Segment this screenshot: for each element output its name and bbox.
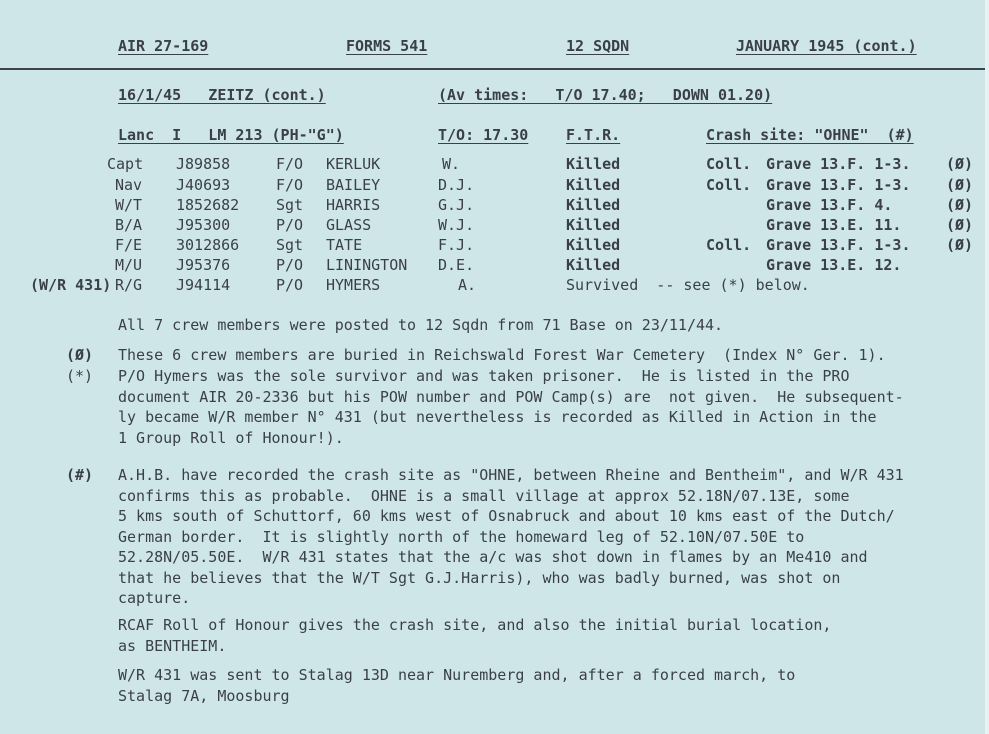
crew-initials: D.E. xyxy=(438,256,475,274)
crew-number: 1852682 xyxy=(176,196,240,214)
crew-status: Killed xyxy=(566,176,621,194)
note-rcaf: RCAF Roll of Honour gives the crash site, and also the initial burial location, as BENTHEIM. xyxy=(118,616,832,655)
sortie-av-times: (Av times: T/O 17.40; DOWN 01.20) xyxy=(438,86,773,104)
note-phi-text: These 6 crew members are buried in Reichswald Forest War Cemetery (Index N° Ger. 1). xyxy=(118,346,886,364)
crew-wr-number: (W/R 431) xyxy=(30,276,112,294)
crew-mark: (Ø) xyxy=(946,155,974,173)
header-ref: AIR 27-169 xyxy=(118,37,209,55)
crew-rank: Sgt xyxy=(276,236,304,254)
crew-status: Killed xyxy=(566,196,621,214)
note-stalag: W/R 431 was sent to Stalag 13D near Nuremberg and, after a forced march, to Stalag 7A, Moosburg xyxy=(118,666,796,705)
crew-grave: Grave 13.F. 4. xyxy=(766,196,893,214)
crew-mark: (Ø) xyxy=(946,216,974,234)
crew-initials: F.J. xyxy=(438,236,475,254)
aircraft-crash-site: Crash site: "OHNE" (#) xyxy=(706,126,914,144)
note-hash-marker: (#) xyxy=(66,466,94,484)
crew-name: HYMERS xyxy=(326,276,381,294)
crew-position: Nav xyxy=(115,176,143,194)
crew-name: HARRIS xyxy=(326,196,381,214)
crew-grave: Grave 13.E. 12. xyxy=(766,256,902,274)
crew-rank: F/O xyxy=(276,155,304,173)
crew-status: Killed xyxy=(566,155,621,173)
crew-status: Killed xyxy=(566,236,621,254)
crew-number: J95376 xyxy=(176,256,231,274)
crew-grave: Grave 13.E. 11. xyxy=(766,216,902,234)
aircraft-type: Lanc I LM 213 (PH-"G") xyxy=(118,126,344,144)
note-star-marker: (*) xyxy=(66,367,94,385)
crew-number: J95300 xyxy=(176,216,231,234)
crew-rank: Sgt xyxy=(276,196,304,214)
crew-position: F/E xyxy=(115,236,143,254)
crew-status: Killed xyxy=(566,256,621,274)
crew-grave: Grave 13.F. 1-3. xyxy=(766,155,911,173)
crew-mark: (Ø) xyxy=(946,236,974,254)
header-form: FORMS 541 xyxy=(346,37,428,55)
note-posted: All 7 crew members were posted to 12 Sqdn from 71 Base on 23/11/44. xyxy=(118,316,724,334)
crew-rank: P/O xyxy=(276,276,304,294)
note-phi-marker: (Ø) xyxy=(66,346,94,364)
sortie-date-place: 16/1/45 ZEITZ (cont.) xyxy=(118,86,326,104)
crew-initials: A. xyxy=(458,276,477,294)
note-star-text: P/O Hymers was the sole survivor and was taken prisoner. He is listed in the PRO document AIR 20-2336 but his POW number and POW Camp(s) are not given. He subsequent- ly became W/R member N° 431 (but nevertheless is recorded as Killed in Action in the 1 Group Roll of Honour!). xyxy=(118,367,904,447)
crew-name: KERLUK xyxy=(326,155,381,173)
crew-mark: (Ø) xyxy=(946,176,974,194)
page-edge xyxy=(985,0,989,734)
note-hash-text: A.H.B. have recorded the crash site as "OHNE, between Rheine and Bentheim", and W/R 431 confirms this as probable. OHNE is a small village at approx 52.18N/07.13E, some 5 kms south of Schuttorf, 60 kms west of Osnabruck and about 10 kms east of the Dutch/ German border. It is slightly north of the homeward leg of 52.10N/07.50E to 52.28N/05.50E. W/R 431 states that the a/c was shot down in flames by an Me410 and that he believes that the W/T Sgt G.J.Harris), who was badly burned, was shot on capture. xyxy=(118,466,904,607)
crew-number: 3012866 xyxy=(176,236,240,254)
crew-grave: Grave 13.F. 1-3. xyxy=(766,236,911,254)
crew-initials: W.J. xyxy=(438,216,475,234)
crew-position: Capt xyxy=(107,155,144,173)
crew-rank: P/O xyxy=(276,216,304,234)
crew-name: GLASS xyxy=(326,216,372,234)
header-date: JANUARY 1945 (cont.) xyxy=(736,37,917,55)
crew-status: Killed xyxy=(566,216,621,234)
crew-number: J40693 xyxy=(176,176,231,194)
crew-name: TATE xyxy=(326,236,363,254)
crew-position: R/G xyxy=(115,276,143,294)
crew-name: BAILEY xyxy=(326,176,381,194)
crew-number: J94114 xyxy=(176,276,231,294)
crew-rank: F/O xyxy=(276,176,304,194)
crew-coll: Coll. xyxy=(706,176,752,194)
crew-position: B/A xyxy=(115,216,143,234)
crew-name: LININGTON xyxy=(326,256,408,274)
crew-status: Survived -- see (*) below. xyxy=(566,276,810,294)
crew-grave: Grave 13.F. 1-3. xyxy=(766,176,911,194)
crew-number: J89858 xyxy=(176,155,231,173)
header-squadron: 12 SQDN xyxy=(566,37,630,55)
crew-position: W/T xyxy=(115,196,143,214)
crew-coll: Coll. xyxy=(706,155,752,173)
crew-initials: W. xyxy=(442,155,461,173)
header-rule xyxy=(0,68,985,70)
crew-initials: G.J. xyxy=(438,196,475,214)
crew-initials: D.J. xyxy=(438,176,475,194)
aircraft-takeoff: T/O: 17.30 xyxy=(438,126,529,144)
crew-mark: (Ø) xyxy=(946,196,974,214)
crew-rank: P/O xyxy=(276,256,304,274)
crew-coll: Coll. xyxy=(706,236,752,254)
aircraft-fate: F.T.R. xyxy=(566,126,621,144)
crew-position: M/U xyxy=(115,256,143,274)
